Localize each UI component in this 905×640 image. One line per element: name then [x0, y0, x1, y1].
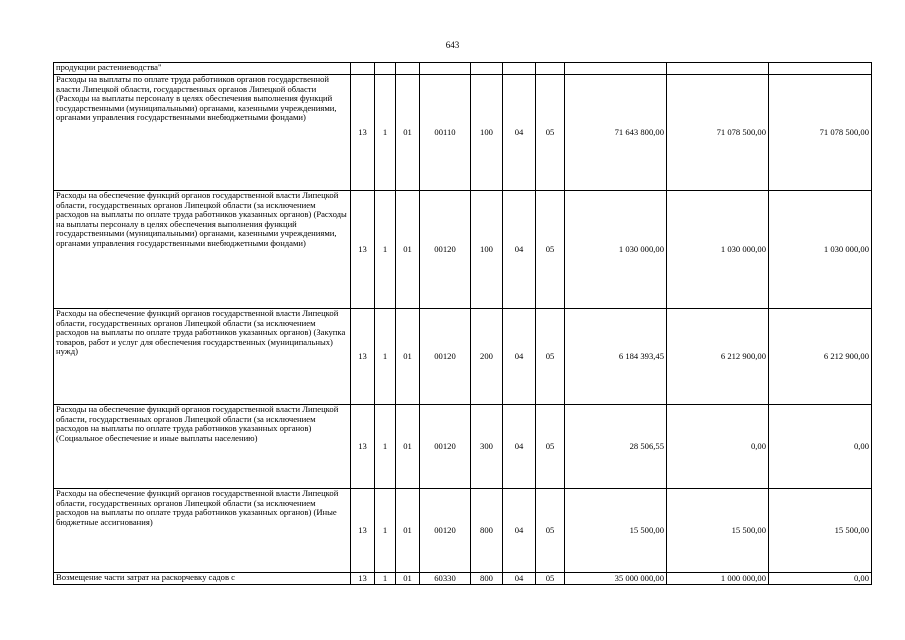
code-cell: 05: [536, 75, 565, 191]
code-cell: [351, 63, 375, 75]
table-row: [54, 405, 872, 489]
code-cell: 13: [351, 191, 375, 309]
code-cell: 13: [351, 489, 375, 573]
code-cell: 13: [351, 75, 375, 191]
amount-cell: 15 500,00: [565, 489, 667, 573]
code-cell: 1: [375, 489, 396, 573]
code-cell: 200: [471, 309, 503, 405]
code-cell: 04: [503, 75, 536, 191]
row-name: Расходы на обеспечение функций органов государственной власти Липецкой области, государственных органов Липецкой области (за исключением расходов на выплаты по оплате труда работников указанных органов) (Расходы на выплаты персоналу в целях обеспечения выполнения функций государственными (муниципальными) органами, казенными учреждениями, органами управления государственными внебюджетными фондами): [54, 191, 351, 309]
table-row: [54, 489, 872, 573]
amount-cell: 71 078 500,00: [667, 75, 769, 191]
amount-cell: [769, 63, 872, 75]
code-cell: 01: [396, 405, 420, 489]
amount-cell: 6 212 900,00: [769, 309, 872, 405]
amount-cell: 15 500,00: [667, 489, 769, 573]
amount-cell: 71 643 800,00: [565, 75, 667, 191]
code-cell: 1: [375, 405, 396, 489]
table-row: [54, 309, 872, 405]
amount-cell: 28 506,55: [565, 405, 667, 489]
row-name: Расходы на обеспечение функций органов государственной власти Липецкой области, государственных органов Липецкой области (за исключением расходов на выплаты по оплате труда работников указанных органов) (Социальное обеспечение и иные выплаты населению): [54, 405, 351, 489]
code-cell: 04: [503, 309, 536, 405]
code-cell: 13: [351, 573, 375, 585]
code-cell: [471, 63, 503, 75]
code-cell: 00120: [420, 191, 471, 309]
code-cell: 05: [536, 309, 565, 405]
code-cell: 05: [536, 489, 565, 573]
code-cell: 60330: [420, 573, 471, 585]
row-name: Расходы на выплаты по оплате труда работников органов государственной власти Липецкой области, государственных органов Липецкой области (Расходы на выплаты персоналу в целях обеспечения выполнения функций государственными (муниципальными) органами, казенными учреждениями, органами управления государственными внебюджетными фондами): [54, 75, 351, 191]
row-name: Возмещение части затрат на раскорчевку садов с: [54, 573, 351, 585]
amount-cell: 6 184 393,45: [565, 309, 667, 405]
code-cell: 04: [503, 191, 536, 309]
page-number: 643: [445, 40, 460, 50]
code-cell: 00120: [420, 309, 471, 405]
code-cell: 1: [375, 309, 396, 405]
row-name: Расходы на обеспечение функций органов государственной власти Липецкой области, государственных органов Липецкой области (за исключением расходов на выплаты по оплате труда работников указанных органов) (Закупка товаров, работ и услуг для обеспечения государственных (муниципальных) нужд): [54, 309, 351, 405]
amount-cell: 0,00: [769, 405, 872, 489]
amount-cell: 35 000 000,00: [565, 573, 667, 585]
code-cell: 00120: [420, 405, 471, 489]
code-cell: 01: [396, 573, 420, 585]
code-cell: [420, 63, 471, 75]
row-name: Расходы на обеспечение функций органов государственной власти Липецкой области, государственных органов Липецкой области (за исключением расходов на выплаты по оплате труда работников указанных органов) (Иные бюджетные ассигнования): [54, 489, 351, 573]
table-row: [54, 63, 872, 75]
code-cell: 1: [375, 573, 396, 585]
code-cell: 05: [536, 573, 565, 585]
table-row: [54, 191, 872, 309]
code-cell: [396, 63, 420, 75]
code-cell: [503, 63, 536, 75]
code-cell: [536, 63, 565, 75]
code-cell: 1: [375, 75, 396, 191]
amount-cell: 1 030 000,00: [565, 191, 667, 309]
code-cell: 13: [351, 405, 375, 489]
budget-table: [53, 62, 872, 585]
code-cell: 01: [396, 309, 420, 405]
amount-cell: 15 500,00: [769, 489, 872, 573]
table-row: [54, 573, 872, 585]
row-name: продукции растениеводства": [54, 63, 351, 75]
code-cell: 800: [471, 489, 503, 573]
table-row: [54, 75, 872, 191]
amount-cell: 1 030 000,00: [769, 191, 872, 309]
code-cell: [375, 63, 396, 75]
code-cell: 01: [396, 489, 420, 573]
amount-cell: 6 212 900,00: [667, 309, 769, 405]
amount-cell: [565, 63, 667, 75]
code-cell: 100: [471, 191, 503, 309]
code-cell: 04: [503, 573, 536, 585]
code-cell: 04: [503, 489, 536, 573]
code-cell: 00120: [420, 489, 471, 573]
code-cell: 01: [396, 191, 420, 309]
amount-cell: [667, 63, 769, 75]
amount-cell: 71 078 500,00: [769, 75, 872, 191]
code-cell: 100: [471, 75, 503, 191]
amount-cell: 1 000 000,00: [667, 573, 769, 585]
amount-cell: 1 030 000,00: [667, 191, 769, 309]
code-cell: 05: [536, 405, 565, 489]
code-cell: 01: [396, 75, 420, 191]
amount-cell: 0,00: [769, 573, 872, 585]
code-cell: 05: [536, 191, 565, 309]
amount-cell: 0,00: [667, 405, 769, 489]
code-cell: 13: [351, 309, 375, 405]
code-cell: 800: [471, 573, 503, 585]
code-cell: 00110: [420, 75, 471, 191]
code-cell: 300: [471, 405, 503, 489]
code-cell: 04: [503, 405, 536, 489]
code-cell: 1: [375, 191, 396, 309]
